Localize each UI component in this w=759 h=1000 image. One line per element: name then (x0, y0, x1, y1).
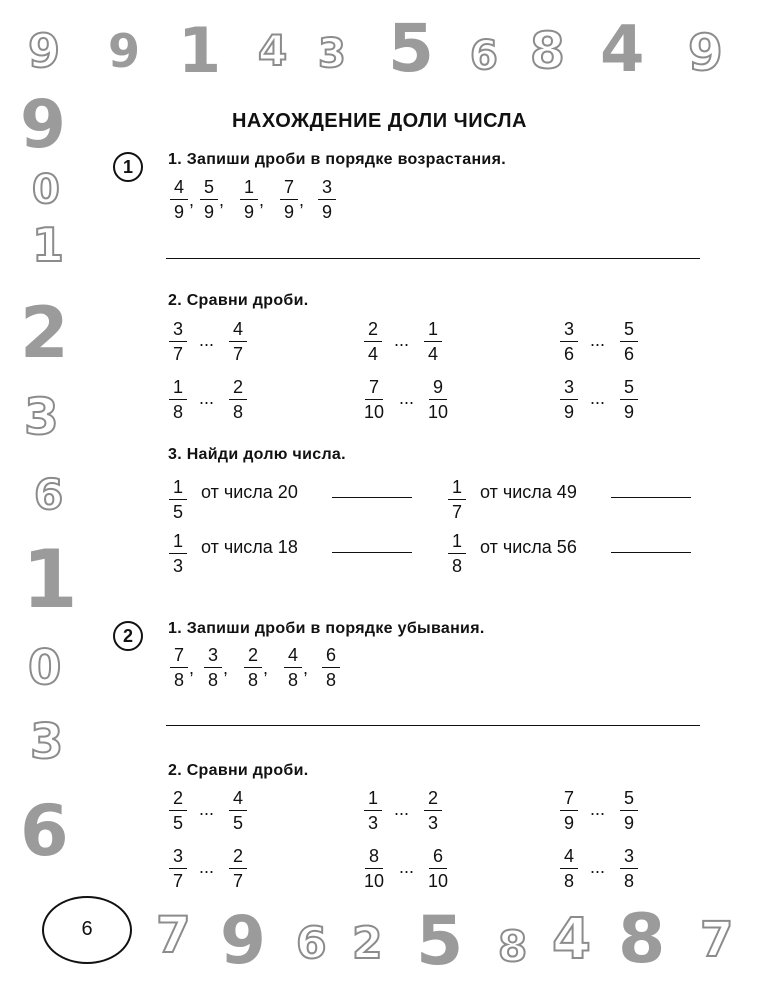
fraction: $\frac{1}{3}$ (169, 532, 187, 575)
page-number: 6 (81, 918, 93, 940)
decor-digit: 4 (258, 26, 288, 75)
part-of-number-text: от числа 20 (201, 482, 298, 502)
decor-digit: 6 (20, 790, 69, 872)
exercise-number-2: 2 (113, 621, 143, 651)
decor-digit: 9 (28, 24, 61, 78)
fraction: $\frac{6}{8}$ (322, 646, 340, 689)
compare-dots: ... (399, 857, 415, 877)
decor-digit: 3 (318, 31, 346, 77)
decor-digit: 6 (470, 33, 498, 79)
compare-dots: ... (590, 857, 606, 877)
page-title: НАХОЖДЕНИЕ ДОЛИ ЧИСЛА (231, 110, 527, 132)
fraction: $\frac{2}{4}$ (364, 320, 382, 363)
fraction: $\frac{1}{4}$ (424, 320, 442, 363)
comma: , (189, 190, 195, 210)
fraction: $\frac{5}{9}$ (620, 378, 638, 421)
exercise2-task1-label: 1. Запиши дроби в порядке убывания. (168, 620, 485, 637)
fraction: $\frac{5}{9}$ (200, 178, 218, 221)
decor-digit: 0 (32, 167, 60, 213)
fraction: $\frac{9}{10}$ (428, 377, 449, 422)
compare-dots: ... (199, 857, 215, 877)
comma: , (259, 190, 265, 210)
fraction: $\frac{1}{3}$ (364, 789, 382, 832)
answer-line[interactable] (611, 497, 691, 498)
fraction: $\frac{2}{3}$ (424, 789, 442, 832)
exercise1-task3-label: 3. Найди долю числа. (168, 446, 346, 463)
fraction: $\frac{1}{5}$ (169, 478, 187, 521)
decor-digit: 4 (600, 13, 645, 87)
fraction: $\frac{7}{10}$ (364, 377, 385, 422)
fraction: $\frac{7}{8}$ (170, 646, 188, 689)
decor-digit: 4 (552, 907, 591, 972)
comma: , (299, 190, 305, 210)
fraction: $\frac{3}{8}$ (620, 847, 638, 890)
exercise-number-1: 1 (113, 152, 143, 182)
answer-line[interactable] (166, 258, 700, 259)
decor-digit: 0 (28, 640, 62, 696)
comma: , (219, 190, 225, 210)
compare-dots: ... (199, 388, 215, 408)
fraction: $\frac{3}{9}$ (560, 378, 578, 421)
decor-digit: 1 (178, 14, 222, 87)
fraction: $\frac{3}{9}$ (318, 178, 336, 221)
decor-digit: 1 (32, 218, 65, 272)
fraction: $\frac{5}{6}$ (620, 320, 638, 363)
answer-line[interactable] (332, 497, 412, 498)
part-of-number-text: от числа 56 (480, 537, 577, 557)
fraction: $\frac{2}{5}$ (169, 789, 187, 832)
decor-digit: 2 (20, 292, 69, 374)
fraction: $\frac{3}{6}$ (560, 320, 578, 363)
fraction: $\frac{1}{7}$ (448, 478, 466, 521)
decor-digit: 7 (156, 906, 191, 964)
exercise1-task2-label: 2. Сравни дроби. (168, 292, 309, 309)
decor-digit: 3 (30, 714, 64, 770)
fraction: $\frac{5}{9}$ (620, 789, 638, 832)
fraction: $\frac{3}{7}$ (169, 320, 187, 363)
fraction: $\frac{4}{8}$ (284, 646, 302, 689)
fraction: $\frac{3}{8}$ (204, 646, 222, 689)
fraction: $\frac{2}{8}$ (244, 646, 262, 689)
fraction: $\frac{1}{9}$ (240, 178, 258, 221)
decor-digit: 6 (34, 470, 64, 519)
compare-dots: ... (399, 388, 415, 408)
fraction: $\frac{7}{9}$ (280, 178, 298, 221)
decor-digit: 8 (530, 22, 565, 80)
compare-dots: ... (199, 330, 215, 350)
answer-line[interactable] (332, 552, 412, 553)
answer-line[interactable] (611, 552, 691, 553)
compare-dots: ... (590, 799, 606, 819)
decor-digit: 5 (388, 10, 434, 87)
fraction: $\frac{6}{10}$ (428, 846, 449, 891)
decor-digit: 1 (22, 533, 78, 626)
decor-digit: 9 (220, 902, 266, 979)
exercise2-task2-label: 2. Сравни дроби. (168, 762, 309, 779)
fraction: $\frac{1}{8}$ (448, 532, 466, 575)
decor-digit: 8 (498, 922, 528, 971)
decor-digit: 7 (700, 912, 734, 968)
compare-dots: ... (590, 388, 606, 408)
decor-digit: 9 (108, 24, 141, 78)
decor-digit: 9 (688, 24, 723, 82)
fraction: $\frac{3}{7}$ (169, 847, 187, 890)
comma: , (223, 658, 229, 678)
fraction: $\frac{4}{7}$ (229, 320, 247, 363)
fraction: $\frac{1}{8}$ (169, 378, 187, 421)
comma: , (263, 658, 269, 678)
fraction: $\frac{4}{5}$ (229, 789, 247, 832)
decor-digit: 5 (416, 902, 464, 981)
decor-digit: 2 (352, 918, 383, 969)
comma: , (303, 658, 309, 678)
comma: , (189, 658, 195, 678)
fraction: $\frac{2}{8}$ (229, 378, 247, 421)
fraction: $\frac{7}{9}$ (560, 789, 578, 832)
decor-digit: 8 (618, 900, 666, 979)
part-of-number-text: от числа 18 (201, 537, 298, 557)
compare-dots: ... (394, 799, 410, 819)
answer-line[interactable] (166, 725, 700, 726)
fraction: $\frac{2}{7}$ (229, 847, 247, 890)
decor-digit: 3 (24, 388, 59, 446)
decor-digit: 6 (296, 918, 327, 969)
compare-dots: ... (199, 799, 215, 819)
fraction: $\frac{4}{8}$ (560, 847, 578, 890)
exercise1-task1-label: 1. Запиши дроби в порядке возрастания. (168, 151, 506, 168)
compare-dots: ... (394, 330, 410, 350)
compare-dots: ... (590, 330, 606, 350)
fraction: $\frac{4}{9}$ (170, 178, 188, 221)
decor-digit: 9 (20, 86, 66, 163)
fraction: $\frac{8}{10}$ (364, 846, 385, 891)
part-of-number-text: от числа 49 (480, 482, 577, 502)
